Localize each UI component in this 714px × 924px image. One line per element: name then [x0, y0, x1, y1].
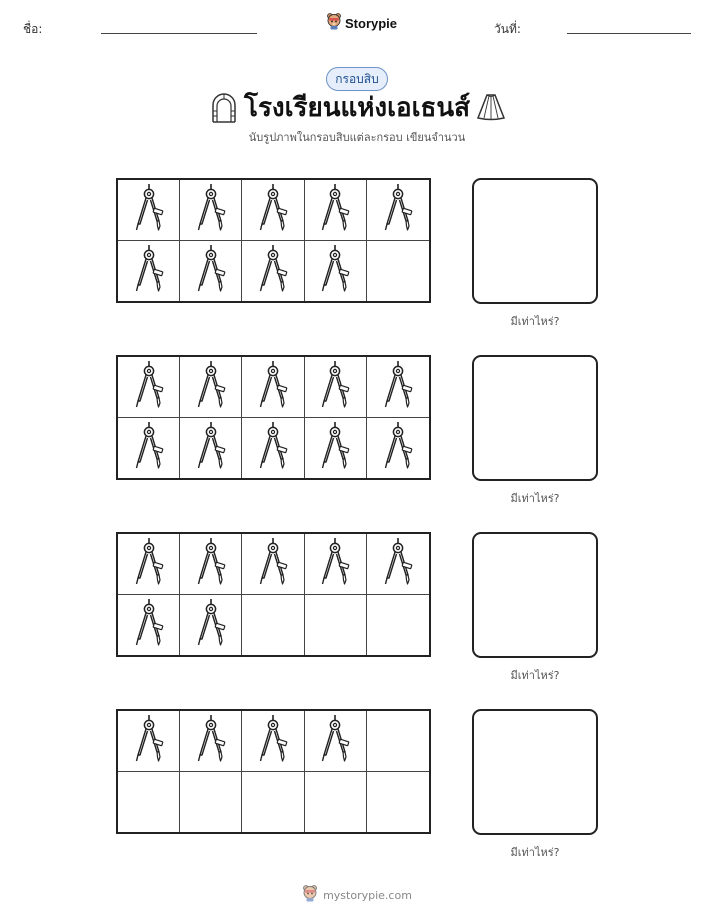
- ten-frame-cell: [180, 180, 242, 241]
- ten-frame-cell: [367, 711, 429, 772]
- bear-icon: [302, 884, 318, 906]
- brand: [326, 12, 397, 34]
- ten-frame-cell: [367, 595, 429, 656]
- compass-icon: [195, 537, 227, 591]
- compass-icon: [319, 714, 351, 768]
- compass-icon: [195, 183, 227, 237]
- ten-frame-cell: [367, 534, 429, 595]
- compass-icon: [319, 421, 351, 475]
- ten-frame-cell: [367, 241, 429, 302]
- ten-frame-cell: [242, 711, 304, 772]
- compass-icon: [195, 714, 227, 768]
- instructions: นับรูปภาพในกรอบสิบแต่ละกรอบ เขียนจำนวน: [248, 131, 466, 144]
- website-link[interactable]: mystorypie.com: [323, 888, 412, 902]
- ten-frame-cell: [242, 595, 304, 656]
- ten-frame-cell: [242, 772, 304, 833]
- ten-frame-cell: [242, 241, 304, 302]
- compass-icon: [133, 360, 165, 414]
- answer-box[interactable]: [472, 178, 598, 304]
- ten-frame-cell: [305, 357, 367, 418]
- name-field[interactable]: [101, 33, 257, 34]
- ten-frame-cell: [305, 418, 367, 479]
- date-field[interactable]: [567, 33, 691, 34]
- answer-prompt: มีเท่าไหร่?: [510, 669, 560, 682]
- ten-frame-cell: [367, 357, 429, 418]
- ten-frame-cell: [305, 180, 367, 241]
- answer-box[interactable]: [472, 532, 598, 658]
- compass-icon: [133, 537, 165, 591]
- compass-icon: [257, 714, 289, 768]
- ten-frame-cell: [118, 241, 180, 302]
- compass-icon: [382, 183, 414, 237]
- ten-frame-cell: [305, 772, 367, 833]
- ten-frame-cell: [118, 534, 180, 595]
- compass-icon: [382, 421, 414, 475]
- compass-icon: [195, 598, 227, 652]
- ten-frame: [116, 355, 431, 480]
- ten-frame-cell: [305, 241, 367, 302]
- ten-frame-cell: [180, 241, 242, 302]
- compass-icon: [319, 183, 351, 237]
- ten-frame-cell: [180, 418, 242, 479]
- date-label: วันที่:: [494, 22, 521, 36]
- ten-frame-cell: [118, 772, 180, 833]
- ten-frame-cell: [305, 534, 367, 595]
- compass-icon: [257, 537, 289, 591]
- answer-prompt: มีเท่าไหร่?: [510, 315, 560, 328]
- ten-frame: [116, 178, 431, 303]
- ten-frame-cell: [118, 418, 180, 479]
- page-title: โรงเรียนแห่งเอเธนส์: [244, 93, 470, 123]
- answer-prompt: มีเท่าไหร่?: [510, 846, 560, 859]
- compass-icon: [319, 537, 351, 591]
- ten-frame-cell: [242, 418, 304, 479]
- compass-icon: [257, 244, 289, 298]
- ten-frame-cell: [180, 357, 242, 418]
- ten-frame-cell: [305, 595, 367, 656]
- compass-icon: [133, 598, 165, 652]
- compass-icon: [382, 537, 414, 591]
- ten-frame-cell: [180, 595, 242, 656]
- ten-frame-cell: [305, 711, 367, 772]
- cape-icon: [476, 93, 506, 125]
- ten-frame-cell: [118, 711, 180, 772]
- ten-frame-cell: [180, 534, 242, 595]
- topic-badge: กรอบสิบ: [326, 67, 388, 91]
- compass-icon: [257, 360, 289, 414]
- compass-icon: [195, 244, 227, 298]
- footer: [0, 884, 714, 906]
- ten-frame-cell: [118, 595, 180, 656]
- ten-frame-cell: [367, 180, 429, 241]
- compass-icon: [133, 714, 165, 768]
- name-label: ชื่อ:: [23, 22, 43, 36]
- ten-frame-cell: [180, 772, 242, 833]
- ten-frame-cell: [118, 357, 180, 418]
- compass-icon: [195, 360, 227, 414]
- ten-frame-cell: [242, 357, 304, 418]
- ten-frame-cell: [242, 180, 304, 241]
- answer-prompt: มีเท่าไหร่?: [510, 492, 560, 505]
- compass-icon: [257, 421, 289, 475]
- compass-icon: [382, 360, 414, 414]
- brand-name: Storypie: [345, 15, 398, 31]
- ten-frame-cell: [118, 180, 180, 241]
- compass-icon: [319, 360, 351, 414]
- compass-icon: [195, 421, 227, 475]
- ten-frame-cell: [367, 418, 429, 479]
- compass-icon: [133, 244, 165, 298]
- ten-frame: [116, 532, 431, 657]
- compass-icon: [257, 183, 289, 237]
- ten-frame-cell: [180, 711, 242, 772]
- compass-icon: [133, 183, 165, 237]
- answer-box[interactable]: [472, 355, 598, 481]
- ten-frame: [116, 709, 431, 834]
- ten-frame-cell: [242, 534, 304, 595]
- compass-icon: [319, 244, 351, 298]
- ten-frame-cell: [367, 772, 429, 833]
- answer-box[interactable]: [472, 709, 598, 835]
- bear-icon: [326, 12, 342, 34]
- compass-icon: [133, 421, 165, 475]
